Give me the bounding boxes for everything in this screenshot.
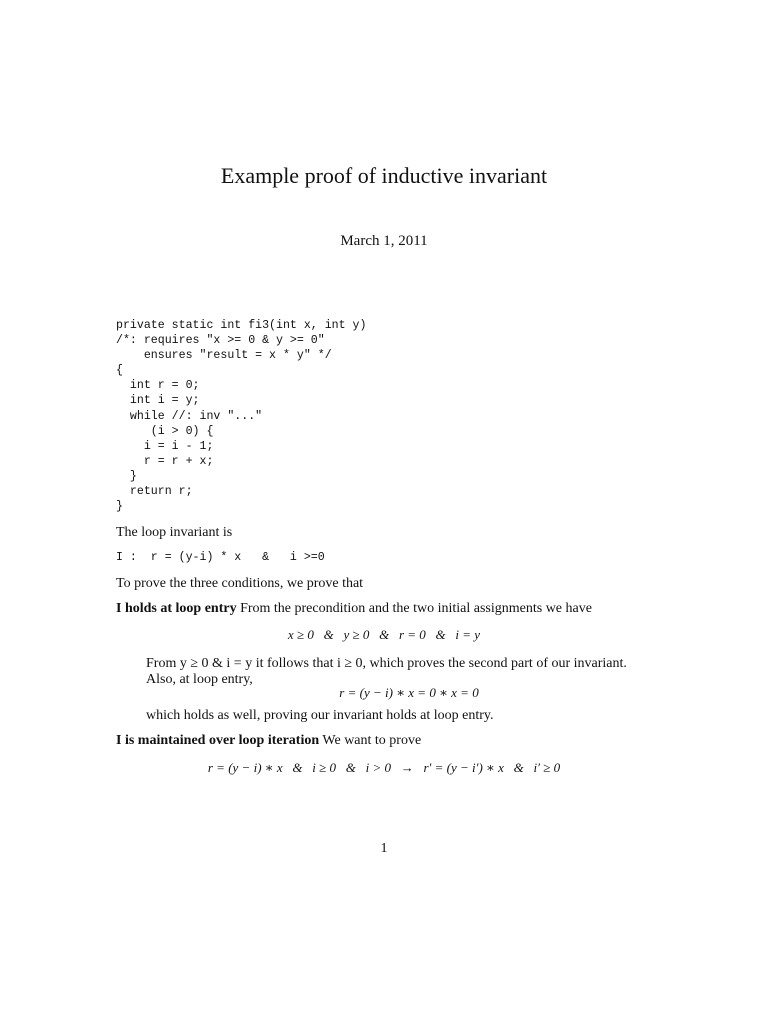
code-line: i = i - 1; — [116, 439, 214, 453]
section-entry-heading: I holds at loop entry — [116, 601, 237, 616]
prove-intro: To prove the three conditions, we prove that — [116, 576, 364, 591]
code-line: } — [116, 500, 123, 514]
code-line: int r = 0; — [116, 379, 200, 393]
section-maintained-heading: I is maintained over loop iteration — [116, 733, 320, 748]
code-line: /*: requires "x >= 0 & y >= 0" — [116, 334, 325, 348]
code-line: } — [116, 469, 137, 483]
code-line: while //: inv "..." — [116, 409, 263, 423]
entry-paragraph-line1: From y ≥ 0 & i = y it follows that i ≥ 0, which proves the second part of our invariant. — [146, 656, 627, 671]
paper-title: Example proof of inductive invariant — [220, 163, 548, 188]
loop-invariant-intro: The loop invariant is — [116, 525, 233, 540]
section-entry-text: From the precondition and the two initial assignments we have — [240, 601, 592, 616]
code-listing — [116, 318, 366, 514]
section-maintained — [116, 732, 421, 749]
paper-date: March 1, 2011 — [340, 233, 428, 249]
code-line: private static int fi3(int x, int y) — [116, 319, 367, 332]
entry-paragraph-line3: which holds as well, proving our invariant holds at loop entry. — [146, 708, 494, 723]
entry-formula: x ≥ 0 & y ≥ 0 & r = 0 & i = y — [287, 627, 481, 642]
code-line: ensures "result = x * y" */ — [116, 349, 332, 363]
code-line: { — [116, 364, 123, 378]
maintained-formula: r = (y − i) ∗ x & i ≥ 0 & i > 0 → r′ = (y − i′) ∗ x & i′ ≥ 0 — [207, 760, 561, 775]
entry-formula-2: r = (y − i) ∗ x = 0 ∗ x = 0 — [339, 685, 479, 700]
page-number: 1 — [380, 841, 388, 856]
code-line: return r; — [116, 485, 193, 499]
invariant-statement: I : r = (y-i) * x & i >=0 — [116, 551, 325, 564]
section-entry — [116, 600, 592, 617]
code-line: int i = y; — [116, 394, 200, 408]
code-line: (i > 0) { — [116, 424, 214, 438]
code-line: r = r + x; — [116, 454, 214, 468]
entry-paragraph-line2: Also, at loop entry, — [146, 672, 253, 687]
section-maintained-text: We want to prove — [322, 733, 422, 748]
